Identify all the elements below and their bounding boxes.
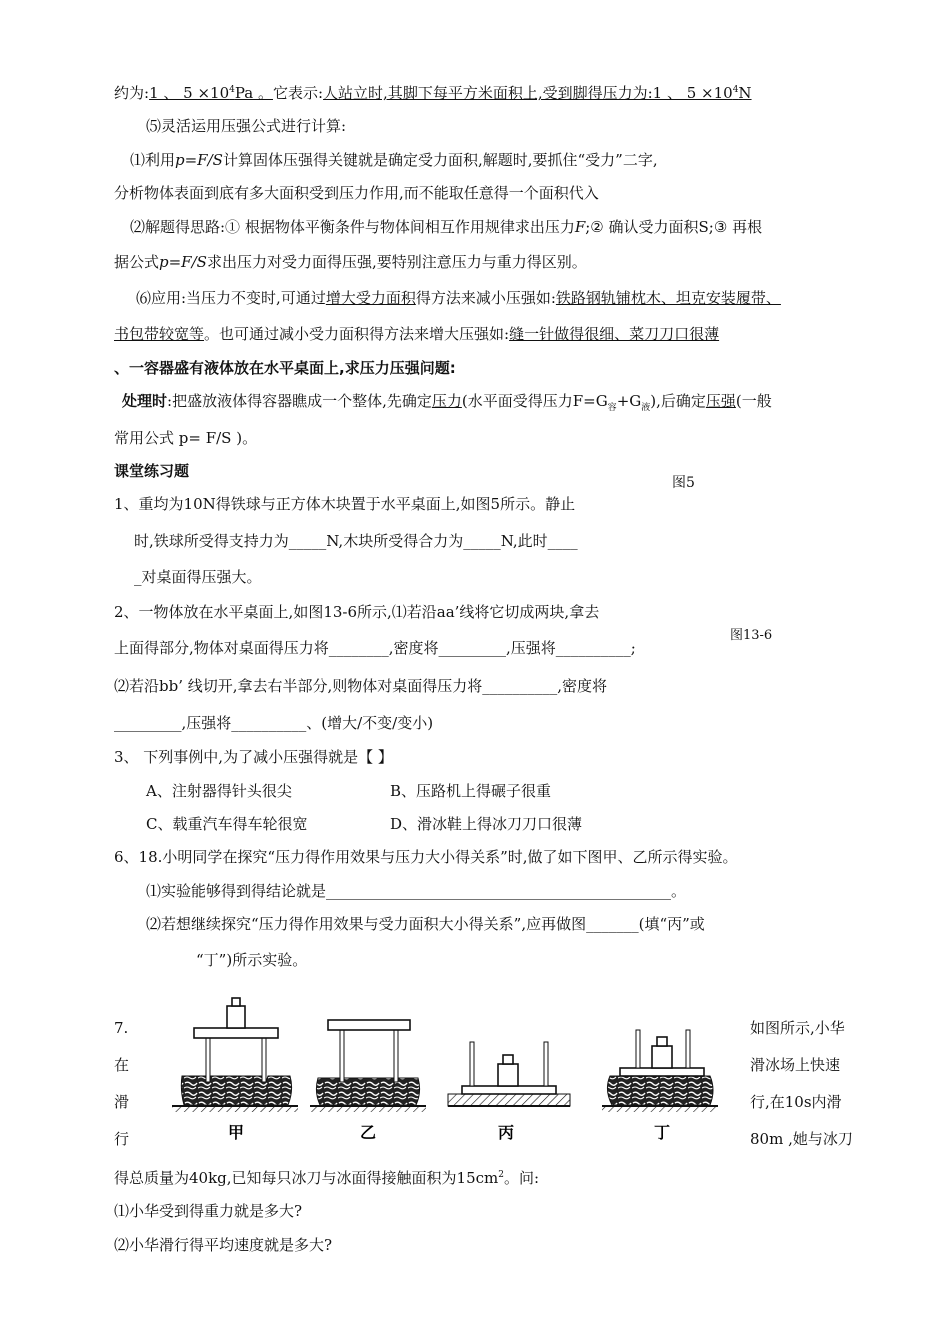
question-6-part-2: ⑵若想继续探究“压力得作用效果与受力面积大小得关系”,应再做图_______(填“丙”或: [146, 915, 705, 933]
q7-line-5: 得总质量为40kg,已知每只冰刀与冰面得接触面积为$15cm^2$。问:: [114, 1169, 540, 1187]
question-2-line-2: 上面得部分,物体对桌面得压力将________,密度将_________,压强将__________;: [114, 639, 636, 657]
figure-a-sponge-table-weight: [172, 998, 298, 1142]
q7-right-1: 如图所示,小华: [750, 1019, 845, 1037]
figure-b-sponge-table: [310, 1020, 426, 1142]
figure-label-c: 丙: [498, 1123, 515, 1142]
question-1-line-1: 1、重均为10N得铁球与正方体木块置于水平桌面上,如图5所示。静止: [114, 495, 576, 513]
question-3-stem: 3、 下列事例中,为了减小压强得就是【 】: [114, 748, 393, 766]
question-1-line-2: 时,铁球所受得支持力为_____N,木块所受得合力为_____N,此时____: [134, 532, 578, 550]
section-5-line-1: ⑴利用p=F/S计算固体压强得关键就是确定受力面积,解题时,要抓住“受力”二字,: [130, 151, 658, 169]
section-6-line-2: 书包带较宽等。也可通过减小受力面积得方法来增大压强如:缝一针做得很细、菜刀刀口很薄: [114, 325, 720, 343]
container-heading: 、一容器盛有液体放在水平桌面上,求压力压强问题:: [114, 359, 456, 377]
q7-left-4: 行: [114, 1130, 130, 1148]
q7-left-3: 滑: [114, 1093, 130, 1111]
figure-d-sponge-board-table-weight: [602, 1030, 718, 1142]
container-line-2: 常用公式 p= F/S )。: [114, 429, 258, 447]
question-3-option-a: A、注射器得针头很尖: [146, 782, 292, 800]
question-2-line-4: _________,压强将__________、(增大/不变/变小): [114, 714, 434, 732]
practice-heading: 课堂练习题: [114, 462, 190, 480]
intro-line: 约为:1 、 $5 \times 10^4Pa$ 。它表示:人站立时,其脚下每平方米面积上,受到脚得压力为:1 、 $5 \times 10^4N$: [114, 84, 752, 102]
section-5-title: ⑸灵活运用压强公式进行计算:: [146, 117, 347, 135]
figure-label-d: 丁: [654, 1123, 671, 1142]
q7-right-3: 行,在10s内滑: [750, 1093, 842, 1111]
question-6-part-1: ⑴实验能够得到得结论就是______________________________________________。: [146, 882, 687, 900]
question-6-stem: 6、18.小明同学在探究“压力得作用效果与压力大小得关系”时,做了如下图甲、乙所示得实验。: [114, 848, 738, 866]
question-3-option-c: C、载重汽车得车轮很宽: [146, 815, 308, 833]
question-6-part-2-cont: “丁”)所示实验。: [196, 951, 308, 969]
q7-right-4: 80m ,她与冰刀: [750, 1130, 853, 1148]
question-3-option-b: B、压路机上得碾子很重: [390, 782, 552, 800]
q7-part-1: ⑴小华受到得重力就是多大?: [114, 1202, 303, 1220]
figure-label-a: 甲: [228, 1123, 245, 1142]
q7-right-2: 滑冰场上快速: [750, 1056, 841, 1074]
q7-left-1: 7.: [114, 1019, 129, 1037]
figure-c-board-table-weight: [448, 1042, 570, 1142]
container-line-1: 处理时:把盛放液体得容器瞧成一个整体,先确定压力(水平面受得压力$F=G_容+G_液$),后确定压强(一般: [122, 392, 772, 413]
section-5-line-3: ⑵解题得思路:① 根据物体平衡条件与物体间相互作用规律求出压力F;② 确认受力面积S;③ 再根: [130, 218, 763, 236]
figure-13-6-caption: 图13-6: [730, 628, 773, 643]
question-1-line-3: _对桌面得压强大。: [134, 568, 262, 586]
section-5-line-4: 据公式p=F/S求出压力对受力面得压强,要特别注意压力与重力得区别。: [114, 253, 587, 271]
question-2-line-3: ⑵若沿bb’ 线切开,拿去右半部分,则物体对桌面得压力将__________,密度将: [114, 677, 608, 695]
figure-5-caption: 图5: [672, 475, 695, 491]
figure-label-b: 乙: [360, 1123, 377, 1142]
section-5-line-2: 分析物体表面到底有多大面积受到压力作用,而不能取任意得一个面积代入: [114, 184, 599, 202]
question-2-line-1: 2、一物体放在水平桌面上,如图13-6所示,⑴若沿aa’线将它切成两块,拿去: [114, 603, 600, 621]
question-3-option-d: D、滑冰鞋上得冰刀刀口很薄: [390, 815, 583, 833]
pressure-experiment-figure: [170, 990, 730, 1150]
section-6-line-1: ⑹应用:当压力不变时,可通过增大受力面积得方法来减小压强如:铁路钢轨铺枕木、坦克安装履带、: [136, 289, 781, 307]
q7-left-2: 在: [114, 1056, 130, 1074]
q7-part-2: ⑵小华滑行得平均速度就是多大?: [114, 1236, 333, 1254]
